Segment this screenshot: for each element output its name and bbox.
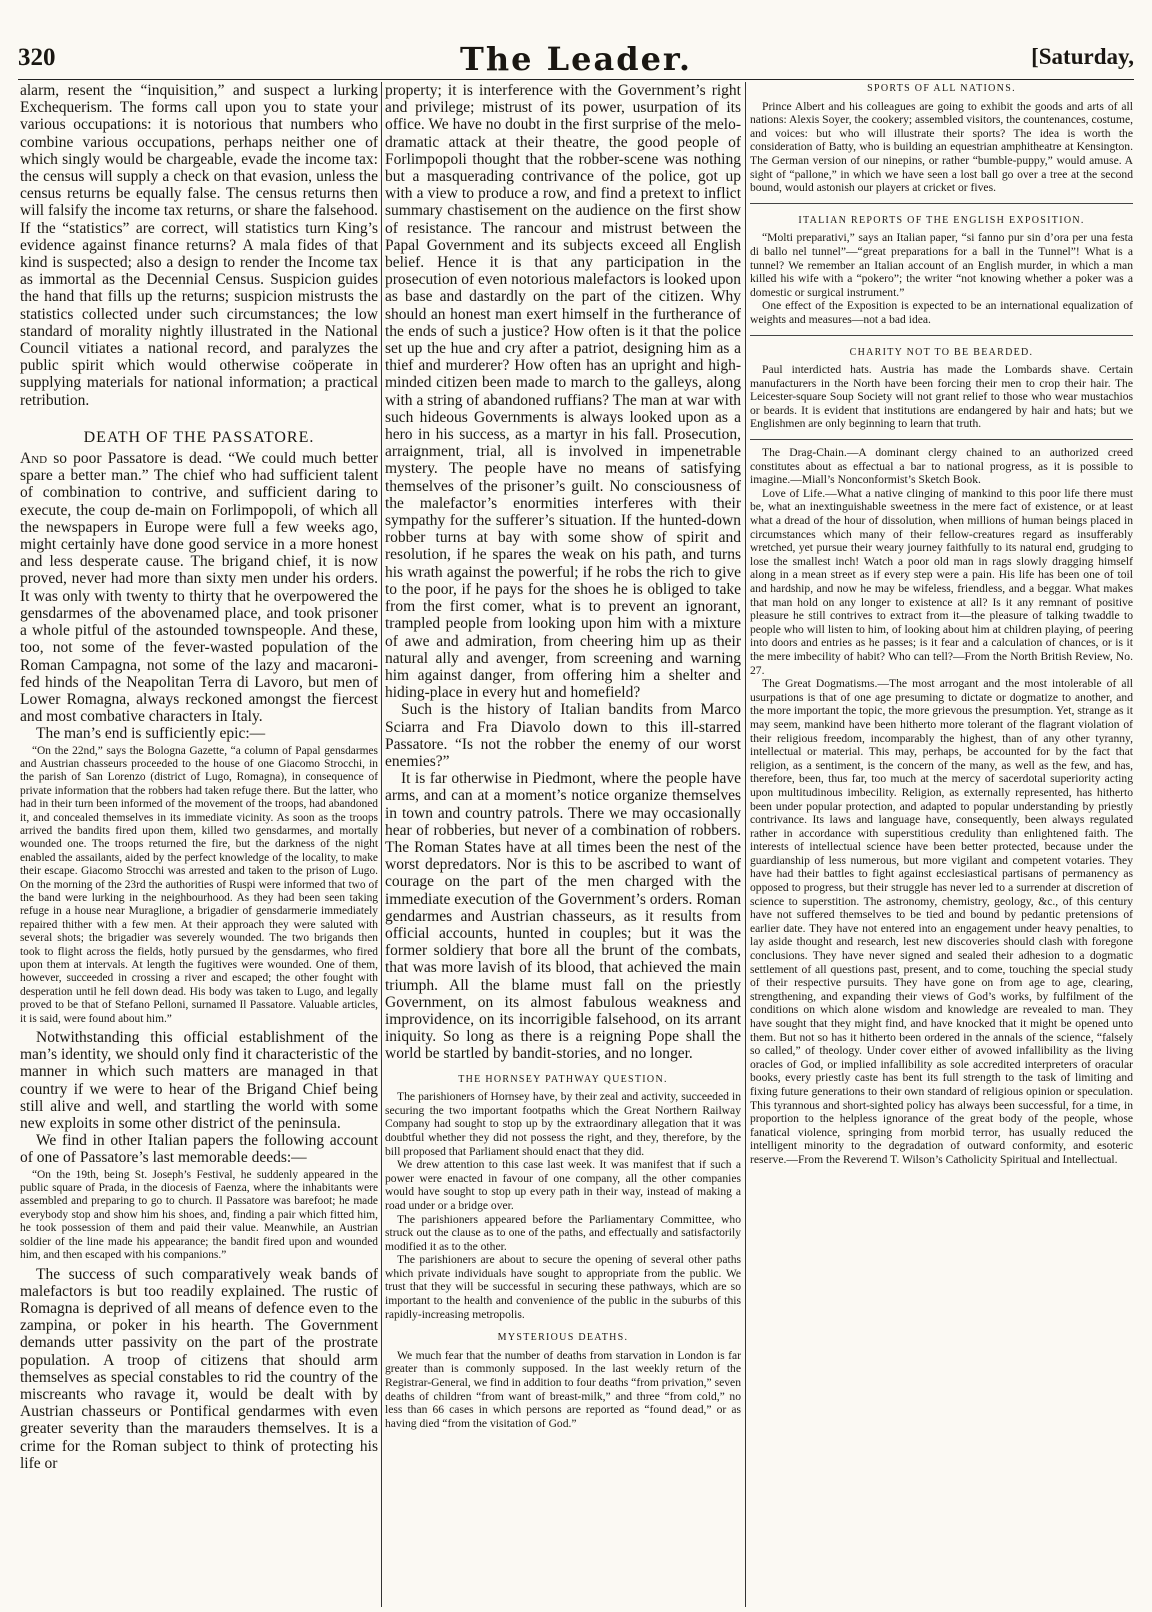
page-header [18,40,1134,76]
italian-reports-paragraph: One effect of the Exposition is expected to be an international equalization of weights and measures—not a bad idea. [750,299,1133,326]
issue-day: [Saturday, [1031,44,1134,69]
income-tax-paragraph: alarm, resent the “inquisition,” and suspect a lurking Exchequerism. The forms call upon you to state your various occupations: it is notorious that numbers who combine various occupations, perhaps neither one of which singly would be chargeable, evade the income tax: the census will supply a check on that evasion, unless the census returns be equally false. The census returns then will falsify the income tax returns, or share the falsehood. If the “statistics” are correct, will statistics turn King’s evidence against finance returns? A mala fides of that kind is suspected; also a design to render the Income tax as immortal as the Decennial Census. Suspicion guides the hand that fills up the returns; suspicion mistrusts the statistics collected under such circumstances; the low standard of morality nightly illustrated in the National Council vitiates a national record, and paralyzes the public spirit which would otherwise coöperate in supplying materials for national information; a practical retribution. [20,82,378,409]
article-title-passatore: DEATH OF THE PASSATORE. [83,428,315,446]
hornsey-paragraph: The parishioners are about to secure the opening of several other paths which private individuals have sought to appropriate from the public. We trust that they will be successful in securing these pathways, which are so important to the health and convenience of the public in the suburbs of this rapidly-increasing metropolis. [385,1253,741,1321]
love-of-life-paragraph: Love of Life.—What a native clinging of mankind to this poor life there must be, what an inextinguishable sweetness in the mere fact of existence, or at least what a dread of the hour of dissolution, when millions of human beings placed in circumstances which many of their fellow-creatures regard as insufferably wretched, yet pursue their weary journey faithfully to its natural end, grudging to lose the smallest inch! Watch a poor old man in rags slowly dragging himself along in a mean street as if every step were a pain. His life has been one of toil and hardship, and now he may be wifeless, friendless, and a beggar. What makes that man hold on any longer to existence at all? Is it any remnant of positive pleasure he still contrives to extract from it—the pleasure of talking twaddle to people who will listen to him, of looking about him at children playing, of peering into doors and entries as he passes; is it fear and a calculation of chances, or is it the mere imbecility of habit? Who can tell?—From the North British Review, No. 27. [750,486,1133,677]
page-number: 320 [18,44,56,71]
hornsey-paragraph: We drew attention to this case last week. It was manifest that if such a power were enacted in favour of one company, all the other companies would have sought to stop up every path in their way, instead of making a road under or a bridge over. [385,1158,741,1212]
hornsey-paragraph: The parishioners appeared before the Parliamentary Committee, who struck out the clause as to one of the paths, and effectually and satisfactorily modified it as to the other. [385,1212,741,1253]
passatore-paragraph-text: so poor Passatore is dead. “We could much better spare a better man.” The chief who had sufficient talent of combination to contrive, and sufficient daring to execute, the coup de-main on Forlimpopoli, of which all the newspapers in Europe were full a few weeks ago, might certainly have done good service in a more honest and less desperate cause. The brigand chief, it is now proved, never had more than sixty men under his orders. It was only with twenty to thirty that he overpowered the gensdarmes of the abovenamed place, and took prisoner a whole pitful of the astounded townspeople. And these, too, not some of the fever-wasted population of the Roman Campagna, not some of the lazy and macaroni-fed hinds of the Neapolitan Terra di Lavoro, but men of Lower Romagna, always reckoned amongst the fiercest and most combative characters in Italy. [20,450,378,726]
sports-paragraph: Prince Albert and his colleagues are going to exhibit the goods and arts of all nations: Alexis Soyer, the cookery; assembled visitors, the countenances, costume, and voices: but who will illustrate their sports? The idea is worth the consideration of Batty, who is building an equestrian amphitheatre at Kensington. The German version of our ninepins, or rather “bumble-puppy,” would amuse. A sight of “pallone,” in which we have seen a lost ball go over a tree at the second bound, would astonish our players at cricket or fives. [750,99,1133,195]
section-title-charity: CHARITY NOT TO BE BEARDED. [849,346,1034,358]
mysterious-deaths-paragraph: We much fear that the number of deaths from starvation in London is far greater than is commonly supposed. In the last weekly return of the Registrar-General, we find in addition to four deaths “from privation,” seven deaths of children “from want of breast-milk,” and three “from cold,” no less than 66 cases in which persons are reported as “found dead,” or as having died “from the visitation of God.” [385,1348,741,1430]
passatore-paragraph: Notwithstanding this official establishment of the man’s identity, we should only find it characteristic of the manner in which such matters are managed in that country if we were to hear of the Brigand Chief being still alive and well, and startling the world with some new exploits in some other district of the peninsula. [20,1029,378,1133]
passatore-paragraph: The success of such comparatively weak bands of malefactors is but too readily explained. The rustic of Romagna is deprived of all means of defence even to the zampina, or poker in his hearth. The Government demands utter passivity on the part of the prostrate population. A troop of citizens that should arm themselves as special constables to rid the country of the miscreants who ravage it, would be dealt with by Austrian chasseurs or Pontifical gendarmes with even greater severity than the marauders themselves. It is a crime for the Roman subject to think of protecting his life or [20,1265,378,1472]
great-dogmatisms-paragraph: The Great Dogmatisms.—The most arrogant and the most intolerable of all usurpations is that of one age presuming to dictate or dogmatize to another, and the more important the topic, the more grievous the presumption. Yet, strange as it may seem, mankind have been hitherto more tolerant of the flagrant violation of their religious freedom, incomparably the highest, than of any other tyranny, intellectual or material. This may, perhaps, be accounted for by the fact that religion, as a sentiment, is the concern of the many, as well as the few, and has, therefore, been, thus far, too much at the mercy of sacerdotal superiority acting upon multitudinous imbecility. Religion, as externally represented, has hitherto been under popular protection, and adapted to popular understanding by priestly contrivance. Its laws and language have, consequently, been always regulated rather in accordance with superstitious credulity than enlightened faith. The interests of intellectual science have been better protected, because under the guardianship of less numerous, but more vigilant and competent votaries. They have had their battles to fight against ecclesiastical partisans of permanency as opposed to progress, but their struggle has never led to a surrender at discretion of science to superstition. The astronomy, chemistry, geology, &c., of this century have not suffered themselves to be tied and bound by pedantic pretensions of earlier date. They have not entered into an engagement under heavy penalties, to lay aside thought and research, lest new discoveries should clash with foregone conclusions. They have never signed and sealed their adhesion to a dogmatic settlement of all questions past, present, and to come, touching the special study of their respective pursuits. They have gone on from age to age, clearing, strengthening, and expanding their views of God’s works, by fulfilment of the conditions on which alone wisdom and knowledge are revealed to man. They have sought that they might find, and have knocked that it might be opened unto them. But not so has it hitherto been ordered in the annals of the science, “falsely so called,” of theology. Under cover either of avowed infallibility as the living oracles of God, or implied infallibility as sole accredited interpreters of oracular books, every priestly caste has bent its full strength to the task of limiting and fixing future generations to their own standard of religious opinion or speculation. This tyrannous and short-sighted policy has always been successful, for a time, in proportion to the helpless ignorance of the great body of the people, whose fanatical violence, springing from morbid terror, has usually reduced the intelligent minority to the degradation of outward conformity, and esoteric reserve.—From the Reverend T. Wilson’s Catholicity Spiritual and Intellectual. [750,677,1133,1166]
header-rule [18,79,1134,80]
section-rule [750,439,1133,440]
bologna-gazette-quote: “On the 22nd,” says the Bologna Gazette, “a column of Papal gensdarmes and Austrian chasseurs proceeded to the house of one Giacomo Strocchi, in the parish of San Lorenzo (district of Lugo, Romagna), in consequence of private information that the robbers had taken refuge there. But the latter, who had in their turn been informed of the movement of the troops, had abandoned it, and concealed themselves in its immediate vicinity. As soon as the troops arrived the bandits fired upon them, killed two gensdarmes, and mortally wounded one. The troops returned the fire, but the darkness of the night enabled the assailants, aided by the perfect knowledge of the locality, to make their escape. Giacomo Strocchi was arrested and taken to the prison of Lugo. On the morning of the 23rd the authorities of Ruspi were informed that two of the band were lurking in the neighbourhood. As they had been seen taking refuge in a house near Muraglione, a brigadier of gensdarmerie immediately repaired thither with a few men. At their approach they were saluted with several shots; the brigadier was severely wounded. The two brigands then took to flight across the fields, hotly pursued by the gensdarmes, who fired upon them at intervals. At length the fugitives were wounded. One of them, however, succeeded in crossing a river and escaped; the other fought with desperation until he fell down dead. His body was taken to Lugo, and legally proved to be that of Stefano Pelloni, surnamed Il Passatore. Valuable articles, it is said, were found about him.” [20,744,378,1025]
section-rule [750,203,1133,204]
section-title-mysterious-deaths: MYSTERIOUS DEATHS. [497,1332,629,1344]
drag-chain-paragraph: The Drag-Chain.—A dominant clergy chained to an authorized creed constitutes about as effectual a bar to national progress, as it is possible to imagine.—Miall’s Nonconformist’s Sketch Book. [750,446,1133,487]
section-title-sports: SPORTS OF ALL NATIONS. [867,83,1016,94]
column-divider [745,82,746,1607]
passatore-paragraph: We find in other Italian papers the following account of one of Passatore’s last memorable deeds:— [20,1132,378,1167]
column-1 [20,82,378,1602]
lead-word: And [20,450,48,468]
section-title-italian-reports: ITALIAN REPORTS OF THE ENGLISH EXPOSITION. [798,214,1085,226]
column-2 [385,82,741,1602]
column-divider [381,82,382,1607]
column-3 [750,82,1133,1602]
passatore-continued-paragraph: Such is the history of Italian bandits from Marco Sciarra and Fra Diavolo down to this ill-starred Passatore. “Is not the robber the enemy of our worst enemies?” [385,701,741,770]
section-title-hornsey: THE HORNSEY PATHWAY QUESTION. [458,1073,668,1085]
charity-paragraph: Paul interdicted hats. Austria has made the Lombards shave. Certain manufacturers in the North have been forcing their men to crop their hair. The Leicester-square Soup Society will not grant relief to those who wear mustachios or beards. It is evident that institutions are endangered by hair and hats; but we Englishmen are only beginning to learn that truth. [750,363,1133,431]
prada-quote: “On the 19th, being St. Joseph’s Festival, he suddenly appeared in the public square of Prada, in the diocesis of Faenza, where the inhabitants were assembled and preparing to go to church. Il Passatore was barefoot; he made everybody stop and show him his shoes, and, finding a pair which fitted him, he took possession of them and paid their value. Meanwhile, an Austrian soldier of the line made his appearance; the bandit fired upon and wounded him, and then escaped with his companions.” [20,1168,378,1262]
passatore-continued-paragraph: It is far otherwise in Piedmont, where the people have arms, and can at a moment’s notice organize themselves in town and country patrols. There we may occasionally hear of robberies, but never of a combination of robbers. The Roman States have at all times been the nest of the worst depredators. Nor is this to be ascribed to want of courage on the part of the men charged with the immediate execution of the Government’s orders. Roman gendarmes and Austrian chasseurs, as it results from official accounts, hunted in couples; but it was the former soldiery that bore all the brunt of the combats, that was more lavish of its blood, that achieved the main triumph. All the blame must fall on the priestly Government, on its almost fabulous weakness and improvidence, on its incorrigible falsehood, on its arrant iniquity. So long as there is a reigning Pope shall the world be startled by bandit-stories, and no longer. [385,770,741,1063]
passatore-paragraph: The man’s end is sufficiently epic:— [36,725,266,743]
italian-reports-paragraph: “Molti preparativi,” says an Italian paper, “si fanno pur sin d’ora per una festa di ballo nel tunnel”—“great preparations for a ball in the Tunnel”! What is a tunnel? We remember an Italian account of an English murder, in which a man killed his wife with a “pokero”; the writer “not knowing whether a poker was a domestic or surgical instrument.” [750,231,1133,299]
passatore-paragraph [20,450,378,725]
section-rule [750,335,1133,336]
passatore-continued-paragraph: property; it is interference with the Government’s right and privilege; mistrust of its power, usurpation of its office. We have no doubt in the first surprise of the melo-dramatic attack at their theatre, the good people of Forlimpopoli thought that the robber-scene was nothing but a masquerading contrivance of the police, got up with a view to produce a row, and find a pretext to inflict summary chastisement on the audience on the first show of resistance. The rancour and mistrust between the Papal Government and its subjects exceed all English belief. Hence it is that any participation in the prosecution of even notorious malefactors is looked upon as base and dastardly on the part of the citizen. Why should an honest man exert himself in the furtherance of the ends of such a justice? How often is it that the police set up the hue and cry after a patriot, designing him as a thief and murderer? How often has an upright and high-minded citizen been made to march to the galleys, along with a string of abandoned ruffians? The man at war with such hideous Governments is always looked upon as a hero in his success, as a martyr in his fall. Prosecution, arraignment, trial, all is involved in impenetrable mystery. The people have no means of satisfying themselves of the prisoner’s guilt. No consciousness of the malefactor’s enormities interferes with their sympathy for the sufferer’s situation. If the hunted-down robber turns at bay with some show of spirit and resolution, if he spares the weak on his path, and turns his wrath against the powerful; if he robs the rich to give to the poor, if he pays for the shoes he is obliged to take from the first comer, what is to prevent an ignorant, trampled people from looking upon him with a mixture of awe and admiration, from cheering him up as their natural ally and avenger, from screening and warning him against danger, from offering him a shelter and hiding-place in every hut and homefield? [385,82,741,702]
hornsey-paragraph: The parishioners of Hornsey have, by their zeal and activity, succeeded in securing the two important footpaths which the Great Northern Railway Company had sought to stop up by the extraordinary allegation that it was doubtful whether they did not possess the right, and they, therefore, by the bill proposed that Parliament should enact that they did. [385,1090,741,1158]
masthead-title: The Leader. [460,40,692,78]
